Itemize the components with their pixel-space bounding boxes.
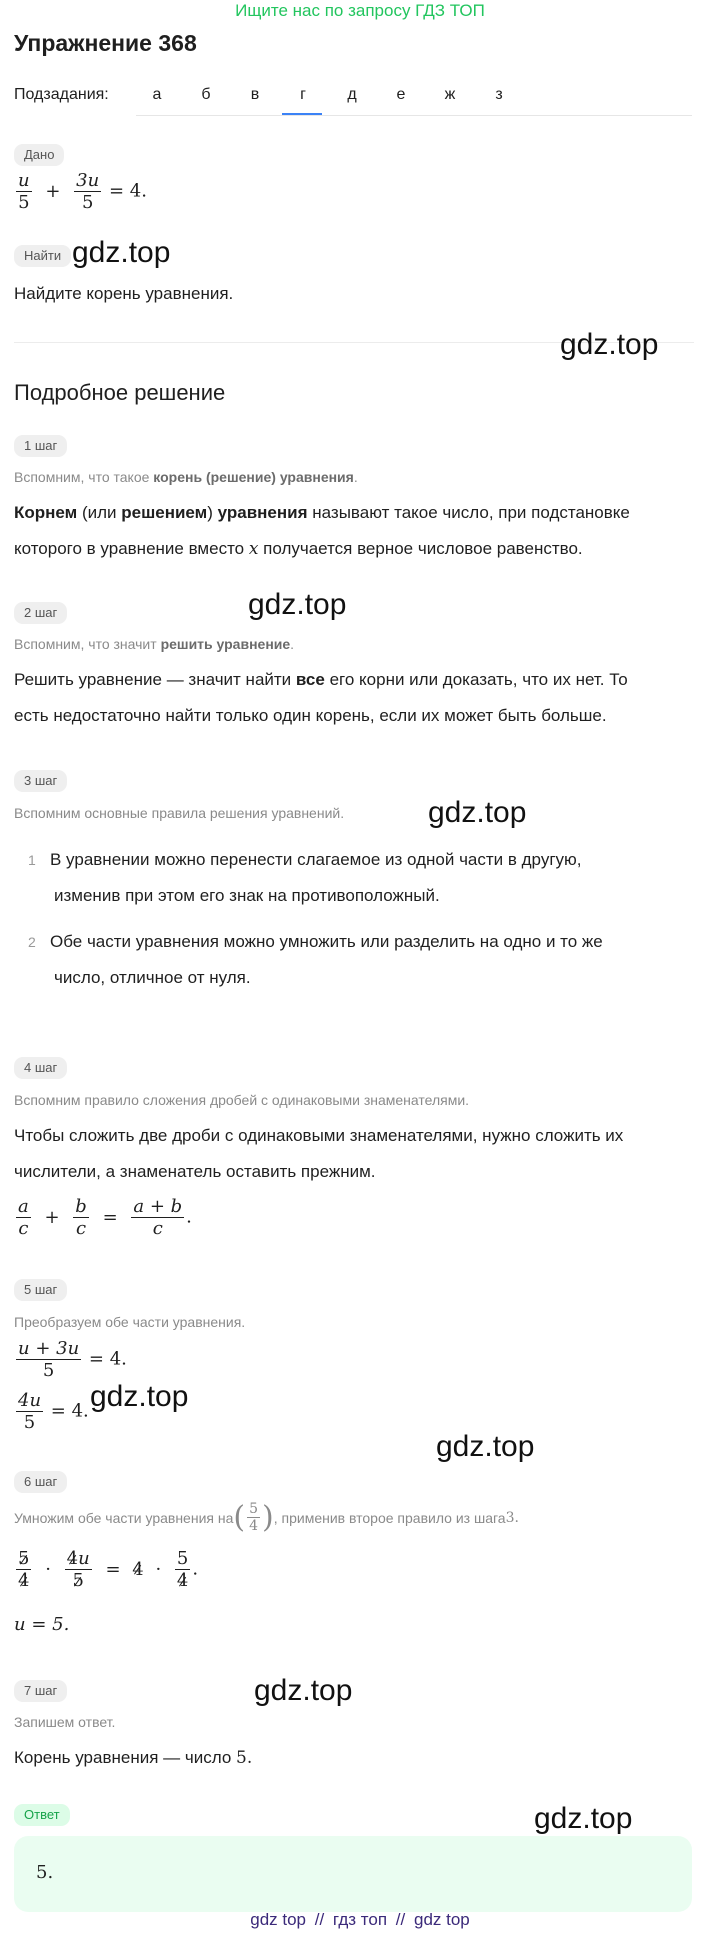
list-item-line-2: число, отличное от нуля. — [54, 968, 251, 987]
footer-link[interactable]: gdz top — [413, 1910, 470, 1929]
footer-separator: // — [395, 1910, 406, 1929]
subtasks-label: Подзадания: — [14, 86, 109, 103]
given-badge: Дано — [14, 144, 64, 166]
tab-b[interactable]: б — [201, 86, 211, 103]
list-item-line-2: изменив при этом его знак на противоположный. — [54, 886, 440, 905]
step-1-line-1: Корнем (или решением) уравнения называют такое число, при подстановке — [14, 503, 630, 522]
frac-den: 5 — [74, 191, 101, 213]
step-1-hint: Вспомним, что такое корень (решение) уравнения. — [14, 469, 358, 485]
tab-d[interactable]: д — [347, 86, 357, 103]
answer-box — [14, 1836, 692, 1912]
step-6-hint: Умножим обе части уравнения на ( $\frac{5}{4}$ ) , применив второе правило из шага 3. — [14, 1500, 519, 1535]
footer-separator: // — [314, 1910, 325, 1929]
step-4-hint: Вспомним правило сложения дробей с одинаковыми знаменателями. — [14, 1092, 470, 1108]
step-7-text: Корень уравнения — число 5. — [14, 1748, 253, 1768]
solution-title: Подробное решение — [14, 380, 226, 405]
step-4-line-1: Чтобы сложить две дроби с одинаковыми знаменателями, нужно сложить их — [14, 1126, 624, 1145]
watermark: gdz.top — [254, 1674, 353, 1707]
footer-link[interactable]: гдз топ — [332, 1910, 388, 1929]
step-2-line-1: Решить уравнение — значит найти все его корни или доказать, что их нет. То — [14, 670, 628, 689]
step-7-badge: 7 шаг — [14, 1680, 67, 1702]
top-banner: Ищите нас по запросу ГДЗ ТОП — [235, 1, 485, 20]
tab-zh[interactable]: ж — [444, 86, 456, 103]
step-1-badge: 1 шаг — [14, 435, 67, 457]
footer-link[interactable]: gdz top — [250, 1910, 306, 1929]
fraction-rule-equation: $\frac{a}{c}$ + $\frac{b}{c}$ = $\frac{a + b}{c}$ . — [18, 1196, 192, 1239]
step-5-hint: Преобразуем обе части уравнения. — [14, 1314, 246, 1330]
list-item-number: 2 — [28, 934, 36, 950]
page-title: Упражнение 368 — [14, 30, 197, 56]
list-item-number: 1 — [28, 852, 36, 868]
list-item-line-1: Обе части уравнения можно умножить или разделить на одно и то же — [50, 932, 603, 951]
active-tab-indicator — [282, 113, 322, 115]
step-4-line-2: числители, а знаменатель оставить прежним. — [14, 1162, 376, 1181]
step-5-equation-1: $\frac{u + 3u}{5}$ = 4. — [18, 1338, 127, 1381]
step-2-line-2: есть недостаточно найти только один корень, если их может быть больше. — [14, 706, 607, 725]
watermark: gdz.top — [534, 1802, 633, 1835]
watermark: gdz.top — [560, 328, 659, 361]
answer-value: 5. — [36, 1862, 54, 1883]
frac-num: u — [18, 170, 30, 191]
plus-sign: + — [45, 180, 61, 202]
watermark: gdz.top — [436, 1430, 535, 1463]
step-5-badge: 5 шаг — [14, 1279, 67, 1301]
step-6-badge: 6 шаг — [14, 1471, 67, 1493]
step-1-line-2: которого в уравнение вместо x получается верное числовое равенство. — [14, 539, 583, 559]
watermark: gdz.top — [428, 796, 527, 829]
tab-v[interactable]: в — [250, 86, 260, 103]
step-2-badge: 2 шаг — [14, 602, 67, 624]
watermark: gdz.top — [72, 236, 171, 269]
step-5-equation-2: $\frac{4u}{5}$ = 4. — [18, 1390, 89, 1433]
step-4-badge: 4 шаг — [14, 1057, 67, 1079]
step-2-hint: Вспомним, что значит решить уравнение. — [14, 636, 295, 652]
find-badge: Найти — [14, 245, 71, 267]
watermark: gdz.top — [248, 588, 347, 621]
frac-den: 5 — [16, 191, 32, 213]
step-3-hint: Вспомним основные правила решения уравнений. — [14, 805, 345, 821]
list-item-line-1: В уравнении можно перенести слагаемое из одной части в другую, — [50, 850, 582, 869]
find-text: Найдите корень уравнения. — [14, 284, 234, 303]
step-6-equation: $\frac{5}{4}$ · $\frac{4u}{5}$ = 4 · $\frac{5}{4}$ . — [18, 1548, 199, 1591]
step-6-result: u = 5. — [14, 1614, 70, 1635]
frac-num: 3u — [76, 170, 100, 191]
tab-e[interactable]: е — [396, 86, 406, 103]
footer-links — [0, 1910, 720, 1930]
given-equation — [14, 170, 147, 213]
watermark: gdz.top — [90, 1380, 189, 1413]
step-3-badge: 3 шаг — [14, 770, 67, 792]
answer-badge: Ответ — [14, 1804, 70, 1826]
step-7-hint: Запишем ответ. — [14, 1714, 116, 1730]
tab-z[interactable]: з — [495, 86, 503, 103]
tab-a[interactable]: а — [152, 86, 162, 103]
equation-rhs: = 4. — [108, 180, 147, 202]
tab-g[interactable]: г — [300, 86, 306, 103]
subtasks-tabs — [136, 80, 692, 116]
